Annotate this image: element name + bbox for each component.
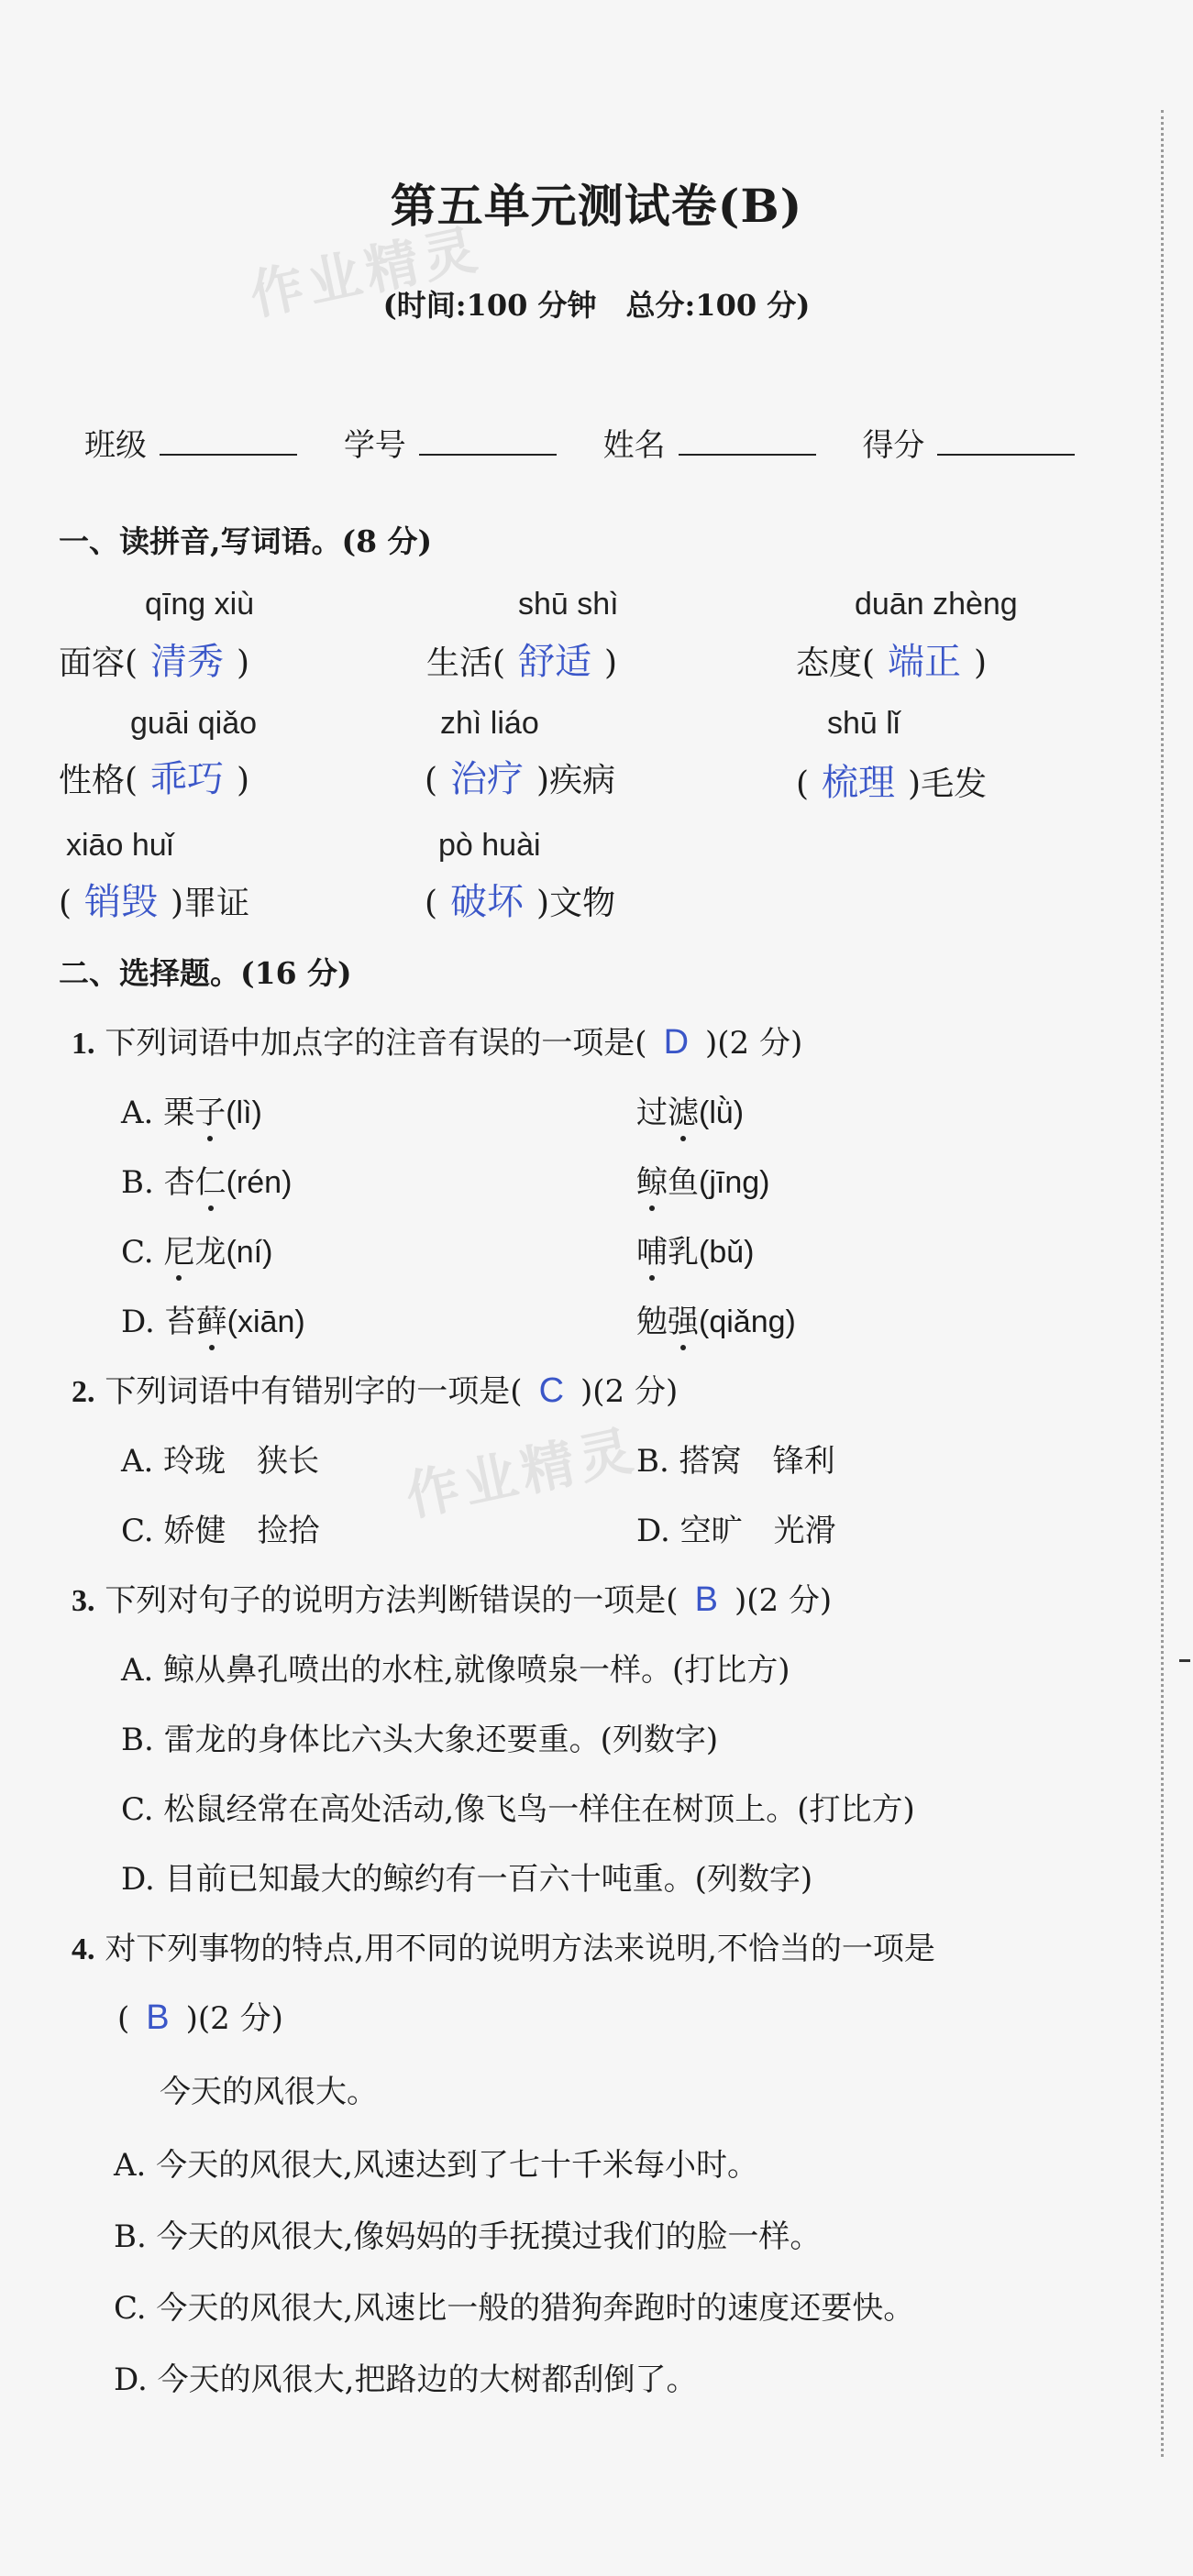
q4-stem — [72, 1923, 935, 1968]
q2-option-b: B. 搭窝 锋利 — [636, 1443, 835, 1480]
pinyin-3: duān zhèng — [855, 587, 1018, 622]
word-3-after: ) — [974, 644, 988, 682]
q4-paren-open: ( — [117, 2000, 130, 2037]
q3-option-b: B. 雷龙的身体比六头大象还要重。(列数字) — [121, 1722, 719, 1758]
q1-b-char1: 杏 — [163, 1164, 195, 1201]
q1-d-char3: 勉 — [636, 1304, 668, 1340]
q1-d-char4: 强 — [668, 1296, 699, 1341]
answer-2: 舒适 — [518, 642, 592, 682]
q4-option-d: D. 今天的风很大,把路边的大树都刮倒了。 — [114, 2361, 698, 2398]
name-blank[interactable] — [679, 445, 816, 456]
score-blank[interactable] — [937, 445, 1075, 456]
word-item-5 — [425, 750, 615, 802]
q1-d-pinyin1: (xiān) — [226, 1305, 305, 1339]
word-4-after: ) — [237, 762, 250, 799]
q1-a-pinyin2: (lǜ) — [699, 1095, 745, 1130]
q1-d-pinyin2: (qiǎng) — [699, 1305, 796, 1339]
q1-option-b-left — [121, 1157, 292, 1202]
answer-8: 破坏 — [450, 882, 525, 922]
page-subtitle: (时间:100 分钟 总分:100 分) — [382, 288, 811, 323]
q1-b-pinyin1: (rén) — [226, 1165, 293, 1200]
word-item-6 — [796, 754, 987, 806]
q1-a-char4: 滤 — [668, 1087, 699, 1132]
word-8-before: ( — [425, 885, 438, 922]
q3-option-c: C. 松鼠经常在高处活动,像飞鸟一样住在树顶上。(打比方) — [121, 1791, 915, 1828]
word-7-before: ( — [59, 885, 72, 922]
q1-option-d-left — [121, 1296, 305, 1341]
pinyin-6: shū lǐ — [827, 706, 900, 741]
q1-option-a-left — [121, 1087, 262, 1132]
q4-stem-line2 — [117, 1993, 283, 2038]
q1-answer: D — [663, 1023, 690, 1062]
page-title: 第五单元测试卷(B) — [390, 179, 803, 233]
q1-b-char3: 鲸 — [636, 1157, 668, 1202]
q1-a-pinyin1: (lì) — [226, 1095, 262, 1130]
q4-option-b: B. 今天的风很大,像妈妈的手抚摸过我们的脸一样。 — [114, 2218, 822, 2255]
q3-answer: B — [694, 1580, 718, 1619]
word-3-before: 态度( — [796, 644, 876, 682]
q1-c-char4: 乳 — [668, 1234, 699, 1271]
q4-stem-text: 对下列事物的特点,用不同的说明方法来说明,不恰当的一项是 — [105, 1931, 935, 1967]
section2-heading: 二、选择题。(16 分) — [59, 955, 352, 991]
q1-a-char1: 栗 — [163, 1095, 195, 1131]
q3-stem-text: 下列对句子的说明方法判断错误的一项是( — [105, 1582, 679, 1619]
word-2-after: ) — [604, 644, 618, 682]
q1-d-char2: 藓 — [196, 1296, 227, 1341]
q3-stem — [72, 1575, 832, 1620]
q1-number: 1. — [72, 1027, 95, 1061]
q4-option-c: C. 今天的风很大,风速比一般的猎狗奔跑时的速度还要快。 — [114, 2290, 915, 2327]
q1-a-char2: 子 — [194, 1087, 226, 1132]
q3-option-a: A. 鲸从鼻孔喷出的水柱,就像喷泉一样。(打比方) — [121, 1652, 790, 1689]
q1-b-char2: 仁 — [195, 1157, 226, 1202]
word-item-7 — [59, 873, 249, 925]
binding-dotted-line — [1161, 110, 1164, 2457]
section1-heading: 一、读拼音,写词语。(8 分) — [59, 523, 433, 559]
q1-a-char3: 过 — [636, 1095, 668, 1131]
watermark-middle: 作业精灵 — [400, 1418, 644, 1528]
q1-c-char2: 龙 — [194, 1234, 226, 1271]
edge-tick-mark — [1179, 1659, 1190, 1662]
q1-stem — [72, 1018, 802, 1062]
q1-option-d-label: D. — [121, 1304, 155, 1340]
q4-stem-end: )(2 分) — [185, 2000, 283, 2037]
pinyin-7: xiāo huǐ — [66, 828, 174, 863]
q3-option-d: D. 目前已知最大的鲸约有一百六十吨重。(列数字) — [121, 1861, 813, 1898]
q2-option-c: C. 娇健 捡拾 — [121, 1513, 320, 1549]
q1-d-char1: 苔 — [164, 1304, 196, 1340]
word-6-before: ( — [796, 765, 810, 803]
answer-6: 梳理 — [822, 763, 896, 803]
answer-4: 乖巧 — [150, 759, 225, 799]
class-blank[interactable] — [160, 445, 297, 456]
answer-7: 销毁 — [84, 882, 159, 922]
answer-5: 治疗 — [450, 759, 525, 799]
q1-option-a-label: A. — [121, 1095, 154, 1131]
q1-b-char4: 鱼 — [668, 1164, 699, 1201]
name-label: 姓名 — [602, 427, 666, 464]
pinyin-2: shū shì — [518, 587, 619, 622]
word-4-before: 性格( — [59, 762, 138, 799]
word-5-before: ( — [425, 762, 438, 799]
q1-b-pinyin2: (jīng) — [699, 1165, 770, 1200]
word-item-4 — [59, 750, 249, 802]
pinyin-5: zhì liáo — [440, 706, 539, 741]
word-1-before: 面容( — [59, 644, 138, 682]
q4-answer: B — [146, 1998, 170, 2037]
q1-option-b-label: B. — [121, 1164, 154, 1201]
q1-c-char3: 哺 — [636, 1227, 668, 1271]
q2-stem-end: )(2 分) — [580, 1373, 679, 1410]
word-6-after: )毛发 — [908, 765, 988, 803]
q4-option-a: A. 今天的风很大,风速达到了七十千米每小时。 — [114, 2147, 758, 2184]
q3-number: 3. — [72, 1584, 95, 1618]
q1-option-c-right — [636, 1227, 754, 1271]
word-item-1 — [59, 633, 249, 685]
info-row — [84, 420, 1075, 465]
q1-stem-text: 下列词语中加点字的注音有误的一项是( — [105, 1025, 647, 1062]
word-5-after: )疾病 — [536, 762, 616, 799]
word-item-2 — [426, 633, 617, 685]
q2-option-a: A. 玲珑 狭长 — [121, 1443, 320, 1480]
word-item-3 — [796, 633, 987, 685]
q2-stem-text: 下列词语中有错别字的一项是( — [105, 1373, 523, 1410]
number-label: 学号 — [343, 427, 406, 464]
word-1-after: ) — [237, 644, 250, 682]
q4-prompt: 今天的风很大。 — [160, 2074, 378, 2110]
answer-1: 清秀 — [150, 642, 225, 682]
q3-stem-end: )(2 分) — [734, 1582, 833, 1619]
q1-c-pinyin1: (ní) — [226, 1235, 273, 1270]
word-8-after: )文物 — [536, 885, 616, 922]
q1-option-b-right — [636, 1157, 769, 1202]
watermark-top: 作业精灵 — [244, 217, 488, 327]
q1-option-c-left — [121, 1227, 272, 1271]
q4-number: 4. — [72, 1932, 95, 1966]
q1-c-pinyin2: (bǔ) — [699, 1235, 755, 1270]
answer-3: 端正 — [888, 642, 962, 682]
word-2-before: 生活( — [426, 644, 506, 682]
pinyin-8: pò huài — [438, 828, 541, 863]
q1-option-a-right — [636, 1087, 744, 1132]
score-label: 得分 — [862, 427, 925, 464]
pinyin-1: qīng xiù — [145, 587, 255, 622]
pinyin-4: guāi qiǎo — [130, 706, 258, 741]
q2-number: 2. — [72, 1375, 95, 1409]
q1-option-d-right — [636, 1296, 796, 1341]
class-label: 班级 — [84, 427, 147, 464]
q1-option-c-label: C. — [121, 1234, 154, 1271]
q1-c-char1: 尼 — [163, 1227, 194, 1271]
q2-answer: C — [538, 1371, 565, 1410]
q1-stem-end: )(2 分) — [705, 1025, 803, 1062]
q2-stem — [72, 1366, 678, 1411]
number-blank[interactable] — [419, 445, 557, 456]
word-item-8 — [425, 873, 615, 925]
q2-option-d: D. 空旷 光滑 — [636, 1513, 836, 1549]
word-7-after: )罪证 — [171, 885, 250, 922]
